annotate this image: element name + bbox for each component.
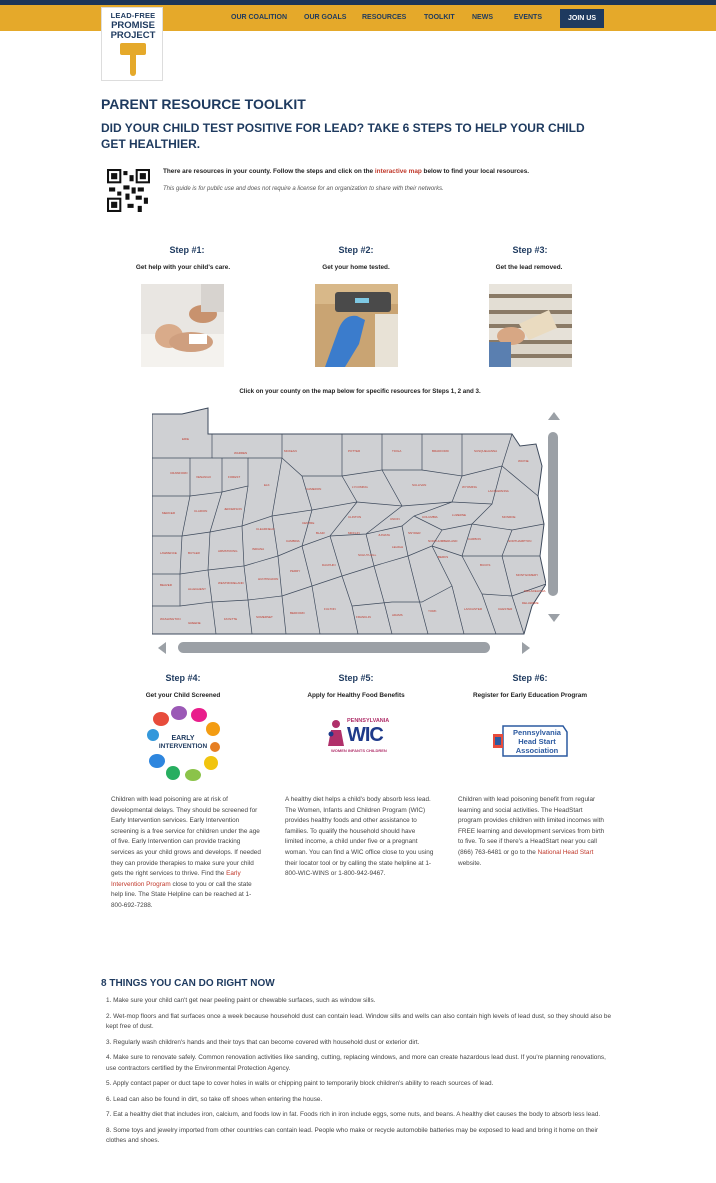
step-4-subtitle: Get your Child Screened (145, 692, 221, 699)
early-intervention-word1: EARLY (171, 735, 195, 742)
svg-text:MIFFLIN: MIFFLIN (348, 531, 360, 535)
svg-text:SOMERSET: SOMERSET (256, 615, 273, 619)
svg-text:ERIE: ERIE (182, 437, 190, 441)
wic-tagline: WOMEN INFANTS CHILDREN (331, 748, 387, 753)
baby-care-photo (141, 284, 224, 367)
intro-text-after: below to find your local resources. (421, 168, 530, 175)
join-us-button[interactable]: JOIN US (560, 9, 604, 28)
svg-text:CAMERON: CAMERON (306, 487, 322, 491)
col3-text-after: website. (458, 859, 482, 867)
head-start-line3: Association (515, 746, 559, 755)
svg-text:CLINTON: CLINTON (348, 515, 362, 519)
svg-text:DELAWARE: DELAWARE (522, 601, 539, 605)
svg-text:HUNTINGDON: HUNTINGDON (258, 577, 279, 581)
list-item: 7. Eat a healthy diet that includes iron, calcium, and foods low in fat. Foods rich in iron include eggs, some nuts, and beans. A healthy diet causes the body to absorb less lead. (106, 1111, 601, 1118)
early-intervention-description (111, 795, 261, 912)
wic-description (285, 795, 435, 880)
svg-text:CLARION: CLARION (194, 509, 208, 513)
home-testing-photo (315, 284, 398, 367)
svg-text:JUNIATA: JUNIATA (378, 533, 391, 537)
pennsylvania-head-start-logo[interactable] (493, 724, 569, 760)
things-list (106, 996, 616, 1152)
svg-text:BEAVER: BEAVER (160, 583, 172, 587)
list-item: 6. Lead can also be found in dirt, so take off shoes when entering the house. (106, 1095, 323, 1103)
svg-text:LAWRENCE: LAWRENCE (160, 551, 177, 555)
svg-text:DAUPHIN: DAUPHIN (322, 563, 336, 567)
col1-text: Children with lead poisoning are at risk of developmental delays. They should be screened for Early Intervention services. Early Intervention screening is a free service for children under the age of five. Early Intervention can provide tracking services as your child grows and develops. If needed they can provide therapies to make sure your child gets the right services to thrive. Find the (111, 796, 261, 878)
svg-text:LUZERNE: LUZERNE (452, 513, 467, 517)
wic-name: WIC (347, 724, 383, 746)
early-intervention-word2: INTERVENTION (158, 743, 208, 750)
col2-text: A healthy diet helps a child's body absorb less lead. The Women, Infants and Children Program (WIC) provides healthy foods and other assistance to families. To qualify the household should have limited income, a child under five or a pregnant woman. You can find a WIC office close to you using their locator tool or by calling the state helpline at 1-800-WIC-WINS or 1-800-942-9467. (285, 796, 434, 878)
svg-text:ADAMS: ADAMS (392, 613, 403, 617)
svg-text:MONROE: MONROE (502, 515, 516, 519)
paintbrush-handle-icon (130, 54, 136, 76)
svg-text:SUSQUEHANNA: SUSQUEHANNA (474, 449, 498, 453)
svg-text:CAMBRIA: CAMBRIA (286, 539, 300, 543)
list-item: 3. Regularly wash children's hands and their toys that can become covered with household dust or exterior dirt. (106, 1038, 420, 1046)
svg-text:FULTON: FULTON (324, 607, 336, 611)
svg-text:CARBON: CARBON (468, 537, 481, 541)
svg-text:ARMSTRONG: ARMSTRONG (218, 549, 238, 553)
svg-text:MONTGOMERY: MONTGOMERY (516, 573, 539, 577)
nav-news[interactable]: NEWS (472, 14, 493, 21)
svg-text:BUTLER: BUTLER (188, 551, 200, 555)
svg-text:BUCKS: BUCKS (480, 563, 491, 567)
wic-state: PENNSYLVANIA (347, 718, 390, 724)
svg-text:WAYNE: WAYNE (518, 459, 529, 463)
svg-text:WARREN: WARREN (234, 451, 248, 455)
head-start-description (458, 795, 608, 869)
early-intervention-program-link[interactable]: Early Intervention Program (111, 870, 241, 888)
nav-toolkit[interactable]: TOOLKIT (424, 14, 455, 21)
svg-text:FAYETTE: FAYETTE (224, 617, 238, 621)
national-head-start-link[interactable]: National Head Start (537, 848, 594, 856)
svg-text:YORK: YORK (428, 609, 437, 613)
intro-text-before: There are resources in your county. Follow the steps and click on the (163, 168, 375, 175)
step-6-title: Step #6: (512, 673, 548, 683)
nav-events[interactable]: EVENTS (514, 14, 543, 21)
scroll-down-arrow-icon[interactable] (548, 614, 560, 622)
pennsylvania-county-map[interactable] (152, 406, 564, 658)
list-item: 4. Make sure to renovate safely. Common renovation activities like sanding, cutting, replacing windows, and more can create hazardous lead dust. If you're planning renovations, use contractors certified by the Environmental Protection Agency. (106, 1054, 606, 1072)
svg-text:BRADFORD: BRADFORD (432, 449, 449, 453)
lead-removal-photo (489, 284, 572, 367)
step-1-title: Step #1: (169, 245, 205, 255)
svg-text:NORTHUMBERLAND: NORTHUMBERLAND (428, 539, 458, 543)
horizontal-scrollbar-thumb[interactable] (178, 642, 490, 653)
svg-text:BLAIR: BLAIR (316, 531, 325, 535)
svg-text:LYCOMING: LYCOMING (352, 485, 368, 489)
svg-text:PHILADELPHIA: PHILADELPHIA (524, 589, 546, 593)
step-1-subtitle: Get help with your child's care. (135, 264, 231, 271)
step-5-subtitle: Apply for Healthy Food Benefits (307, 692, 405, 699)
svg-text:PERRY: PERRY (290, 569, 301, 573)
svg-text:WASHINGTON: WASHINGTON (160, 617, 181, 621)
svg-text:SNYDER: SNYDER (408, 531, 421, 535)
logo-line2: PROMISE (111, 20, 155, 31)
nav-resources[interactable]: RESOURCES (362, 14, 407, 21)
step-4-title: Step #4: (165, 673, 201, 683)
svg-text:UNION: UNION (390, 517, 400, 521)
svg-text:FOREST: FOREST (228, 475, 241, 479)
svg-text:SULLIVAN: SULLIVAN (412, 483, 427, 487)
svg-text:SCHUYLKILL: SCHUYLKILL (358, 553, 377, 557)
svg-text:BERKS: BERKS (438, 555, 449, 559)
page-title: PARENT RESOURCE TOOLKIT (101, 96, 306, 112)
svg-text:LANCASTER: LANCASTER (464, 607, 483, 611)
svg-text:TIOGA: TIOGA (392, 449, 402, 453)
list-item: 1. Make sure your child can't get near peeling paint or chewable surfaces, such as window sills. (106, 997, 376, 1004)
svg-text:POTTER: POTTER (348, 449, 361, 453)
head-start-line2: Head Start (518, 737, 556, 746)
wic-family-icon (325, 718, 347, 748)
step-3-subtitle: Get the lead removed. (495, 264, 563, 271)
svg-text:MERCER: MERCER (162, 511, 176, 515)
list-item: 8. Some toys and jewelry imported from other countries can contain lead. People who make or recycle automobile batteries may be exposed to lead and bring it home on their clothes and shoes. (106, 1126, 598, 1144)
nav-our-coalition[interactable]: OUR COALITION (231, 14, 287, 21)
early-intervention-logo[interactable] (143, 705, 223, 783)
head-start-line1: Pennsylvania (513, 728, 561, 737)
site-logo[interactable] (101, 7, 163, 81)
intro-note: This guide is for public use and does not require a license for an organization to share with their networks. (163, 186, 444, 192)
list-item: 5. Apply contact paper or duct tape to cover holes in walls or chipping paint to temporarily block children's ability to reach sources of lead. (106, 1080, 494, 1087)
svg-text:FRANKLIN: FRANKLIN (356, 615, 371, 619)
things-title: 8 THINGS YOU CAN DO RIGHT NOW (101, 978, 275, 989)
svg-text:CHESTER: CHESTER (498, 607, 513, 611)
svg-text:JEFFERSON: JEFFERSON (224, 507, 242, 511)
interactive-map-link[interactable]: interactive map (374, 168, 422, 175)
list-item: 2. Wet-mop floors and flat surfaces once a week because household dust can contain lead. Window sills and wells can also contain high levels of lead dust, so they should also be kept free of dust. (106, 1012, 612, 1030)
step-2-title: Step #2: (338, 245, 374, 255)
svg-text:LACKAWANNA: LACKAWANNA (488, 489, 509, 493)
step-3-title: Step #3: (512, 245, 548, 255)
svg-text:CLEARFIELD: CLEARFIELD (256, 527, 275, 531)
nav-our-goals[interactable]: OUR GOALS (304, 14, 347, 21)
svg-text:GREENE: GREENE (188, 621, 201, 625)
pennsylvania-wic-logo[interactable] (323, 716, 393, 766)
qr-code-icon (107, 169, 150, 212)
svg-text:ALLEGHENY: ALLEGHENY (188, 587, 207, 591)
svg-text:BEDFORD: BEDFORD (290, 611, 305, 615)
col1-text-after: close to you or call the state help line. The State Helpline can be reached at 1-800-692-7288. (111, 880, 252, 909)
svg-text:VENANGO: VENANGO (196, 475, 212, 479)
intro-text (163, 168, 529, 175)
svg-text:CENTRE: CENTRE (302, 521, 315, 525)
svg-text:WESTMORELAND: WESTMORELAND (218, 581, 244, 585)
step-5-title: Step #5: (338, 673, 374, 683)
county-map[interactable] (152, 406, 564, 658)
col3-text: Children with lead poisoning benefit from regular learning and social activities. The HeadStart program provides children with limited incomes with FREE learning and development services from birth to five. To see if there's a HeadStart near you call (866) 763-6481 or go to the (458, 796, 605, 856)
svg-text:MCKEAN: MCKEAN (284, 449, 297, 453)
logo-line1: LEAD-FREE (110, 11, 156, 20)
svg-text:COLUMBIA: COLUMBIA (422, 515, 438, 519)
logo-line3: PROJECT (110, 30, 156, 41)
vertical-scrollbar-thumb[interactable] (548, 432, 558, 596)
svg-text:LEHIGH: LEHIGH (392, 545, 404, 549)
map-caption: Click on your county on the map below for specific resources for Steps 1, 2 and 3. (239, 388, 481, 395)
step-6-subtitle: Register for Early Education Program (473, 692, 587, 699)
svg-text:CRAWFORD: CRAWFORD (170, 471, 188, 475)
svg-text:WYOMING: WYOMING (462, 485, 477, 489)
step-2-subtitle: Get your home tested. (322, 264, 390, 271)
svg-text:ELK: ELK (264, 483, 270, 487)
page-subtitle: DID YOUR CHILD TEST POSITIVE FOR LEAD? TAKE 6 STEPS TO HELP YOUR CHILD GET HEALTHIER. (101, 121, 585, 151)
svg-text:NORTHAMPTON: NORTHAMPTON (508, 539, 532, 543)
svg-text:INDIANA: INDIANA (252, 547, 265, 551)
